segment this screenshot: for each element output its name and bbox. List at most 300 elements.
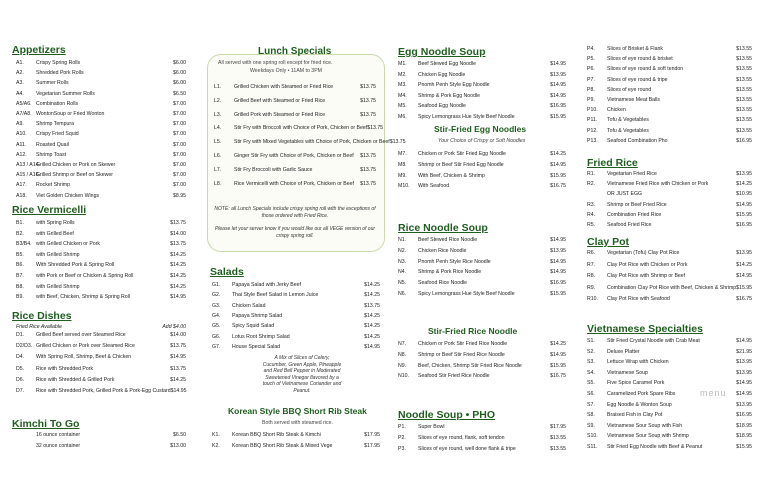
item-name: with Beef, Chicken, Shrimp & Spring Roll: [36, 294, 130, 301]
item-name: 16 ounce container: [36, 432, 81, 438]
menu-item: [398, 291, 566, 297]
item-code: A5/A6.: [16, 100, 32, 107]
rice-noodle-title: Rice Noodle Soup: [398, 222, 488, 234]
item-price: $15.95: [736, 284, 753, 291]
item-code: A13 / A14.: [16, 162, 40, 168]
item-name: WontonSoup or Fried Wonton: [36, 111, 105, 117]
stir-rice-title: Stir-Fried Rice Noodle: [428, 326, 518, 336]
item-code: S7.: [587, 401, 595, 408]
item-price: $16.95: [550, 103, 566, 110]
item-price: $14.95: [736, 338, 752, 344]
menu-item: [398, 446, 566, 452]
fried-rice-note-left: Fried Rice Available: [16, 324, 62, 330]
item-price: $13.55: [736, 117, 752, 124]
item-price: $14.25: [364, 312, 380, 319]
item-code: P8.: [587, 86, 595, 93]
item-code: N2.: [398, 247, 407, 254]
lunch-title: Lunch Specials: [258, 46, 332, 57]
item-name: Braised Fish in Clay Pot: [607, 412, 663, 419]
item-price: $21.95: [736, 348, 752, 355]
menu-item: [16, 80, 186, 86]
item-code: M8.: [398, 161, 407, 168]
menu-item: [16, 432, 186, 438]
menu-item: [587, 107, 752, 113]
item-code: S5.: [587, 380, 595, 387]
item-code: L5.: [214, 139, 222, 146]
menu-item: [398, 248, 566, 254]
menu-item: [214, 125, 384, 132]
item-code: L8.: [214, 180, 222, 187]
menu-item: [587, 273, 752, 279]
item-name: Beef Stewed Egg Noodle: [418, 61, 476, 67]
item-price: $13.75: [389, 139, 406, 146]
item-price: $14.95: [550, 269, 566, 276]
item-code: G5.: [212, 323, 221, 330]
menu-item: [398, 424, 566, 430]
item-name: Slices of eye round: [607, 86, 652, 93]
menu-item: [16, 142, 186, 148]
item-code: M5.: [398, 103, 407, 110]
item-code: L2.: [214, 97, 222, 104]
item-code: A7/A8.: [16, 111, 32, 117]
menu-item: [398, 341, 566, 347]
item-name: with Grilled Beef: [36, 230, 74, 237]
item-code: M9.: [398, 172, 407, 179]
menu-item: [16, 294, 186, 300]
item-code: R6.: [587, 250, 596, 256]
item-code: P2.: [398, 434, 406, 441]
item-name: Rice with Shredded Pork, Grilled Pork & Pork-Egg Custard: [36, 388, 171, 394]
item-price: $13.75: [360, 111, 376, 118]
menu-item: [587, 423, 752, 429]
menu-item: [16, 366, 186, 372]
menu-item: [398, 93, 566, 99]
item-price: $13.75: [170, 365, 186, 372]
item-price: $15.95: [736, 444, 752, 450]
item-name: Spicy Lemongrass Hue Style Beef Noodle: [418, 291, 515, 297]
item-price: $14.25: [736, 261, 752, 268]
menu-item: [16, 377, 186, 383]
item-code: P6.: [587, 66, 595, 73]
item-name: OR JUST EGG: [607, 191, 643, 198]
fried-rice-note: [16, 324, 186, 330]
item-name: With Seafood: [418, 183, 450, 190]
menu-item: [587, 97, 752, 103]
item-price: $14.25: [736, 181, 752, 188]
menu-item: [398, 269, 566, 275]
item-code: A9.: [16, 121, 24, 128]
item-name: Seafood Egg Noodle: [418, 103, 466, 110]
item-code: B6.: [16, 262, 24, 269]
item-code: M7.: [398, 151, 407, 157]
item-code: G6.: [212, 333, 221, 340]
item-code: S4.: [587, 369, 595, 376]
item-name: Pnomh Penh Style Egg Noodle: [418, 82, 490, 89]
item-name: With Shredded Pork & Spring Roll: [36, 262, 115, 269]
item-code: L7.: [214, 166, 222, 173]
menu-item: [212, 313, 380, 319]
menu-item: [16, 182, 186, 188]
item-price: $13.75: [367, 125, 384, 132]
menu-item: [214, 84, 376, 90]
menu-item: [16, 262, 186, 268]
pho-title: Noodle Soup • PHO: [398, 409, 496, 421]
menu-item: [16, 354, 186, 360]
item-name: Grilled Shrimp or Beef on Skewer: [36, 172, 113, 179]
item-code: L3.: [214, 111, 222, 118]
menu-item: [587, 222, 752, 228]
item-code: [587, 191, 607, 197]
rice-dishes-title: Rice Dishes: [12, 310, 72, 322]
item-code: A2.: [16, 70, 24, 77]
menu-item: [16, 241, 186, 247]
item-price: $14.25: [364, 323, 380, 330]
item-price: $14.95: [550, 237, 566, 243]
item-name: Super Bowl: [418, 424, 445, 430]
item-name: Seafood Fried Rice: [607, 222, 652, 228]
menu-item: [214, 98, 376, 104]
item-name: with Grilled Chicken or Pork: [36, 241, 101, 248]
item-price: $13.75: [360, 166, 376, 173]
menu-item: [16, 101, 186, 107]
item-code: G2.: [212, 292, 221, 299]
item-name: with Spring Rolls: [36, 220, 75, 226]
stir-egg-title: Stir-Fried Egg Noodles: [434, 124, 527, 134]
item-price: $17.95: [364, 442, 380, 449]
item-price: $14.25: [170, 283, 186, 290]
menu-item: [16, 220, 186, 226]
rice-vermicelli-title: Rice Vermicelli: [12, 204, 87, 216]
item-price: $13.75: [170, 241, 186, 248]
item-price: $13.55: [736, 97, 752, 103]
item-code: P13.: [587, 137, 598, 144]
item-price: $13.95: [736, 359, 752, 366]
item-name: Combination Fried Rice: [607, 211, 662, 218]
menu-item: [398, 373, 566, 379]
item-name: Deluxe Platter: [607, 348, 640, 355]
item-name: Korean BBQ Short Rib Steak & Kimchi: [232, 432, 321, 438]
item-price: $13.55: [736, 127, 752, 134]
menu-item: [587, 171, 752, 177]
item-price: $13.55: [736, 76, 752, 83]
item-code: M4.: [398, 92, 407, 99]
lunch-note2: Please let your server know if you would like our all VEGE version of our crispy spring roll.: [214, 226, 376, 239]
item-price: $16.95: [736, 137, 752, 144]
item-name: with Grilled Shrimp: [36, 251, 80, 258]
item-name: Shrimp Toast: [36, 151, 67, 158]
menu-item: [587, 433, 752, 439]
item-price: $13.95: [550, 71, 566, 78]
item-name: Spicy Lemongrass Hue Style Beef Noodle: [418, 114, 515, 120]
item-code: B9.: [16, 294, 24, 301]
menu-item: [587, 202, 752, 208]
item-price: $15.95: [550, 172, 566, 179]
item-name: Clay Pot Rice with Shrimp or Beef: [607, 273, 686, 279]
menu-item: [587, 391, 752, 397]
item-name: Shrimp & Pork Egg Noodle: [418, 92, 480, 99]
item-name: Grilled Chicken or Pork over Steamed Rice: [36, 343, 135, 350]
item-code: A10.: [16, 131, 27, 138]
item-name: Five Spice Caramel Pork: [607, 380, 665, 387]
item-name: Summer Rolls: [36, 80, 69, 87]
item-name: Clay Pot Rice with Chicken or Pork: [607, 261, 688, 268]
menu-item: [587, 250, 752, 256]
item-name: Grilled Pork with Steamed or Fried Rice: [234, 111, 326, 118]
item-price: $13.95: [736, 171, 752, 177]
item-code: P5.: [587, 56, 595, 63]
menu-item: [398, 280, 566, 286]
menu-item: [398, 183, 566, 189]
item-name: Caramelized Pork Spare Ribs: [607, 391, 676, 397]
item-code: A12.: [16, 151, 27, 158]
item-name: Vegetarian (Tofu) Clay Pot Rice: [607, 250, 680, 256]
menu-item: [587, 402, 752, 408]
lunch-note1: NOTE: all Lunch Specials include crispy spring roll with the exceptions of those ordered with Fried Rice.: [214, 206, 376, 219]
item-name: Slices of Brisket & Flank: [607, 46, 663, 52]
clay-pot-title: Clay Pot: [587, 236, 630, 248]
lunch-sub2: Weekdays Only • 11AM to 3PM: [250, 68, 322, 74]
salad-desc: A Mix of Slices of Celery, Cucumber, Green Apple, Pineapple and Red Bell Pepper in Moderated Sweetened Vinegar flavored by a touch of Vietnamese Coriander and Peanut.: [262, 355, 342, 394]
menu-item: [16, 152, 186, 158]
menu-item: [587, 296, 752, 302]
menu-item: [398, 103, 566, 109]
item-name: Vegetarian Fried Rice: [607, 171, 657, 177]
item-code: R1.: [587, 171, 596, 177]
item-code: K1.: [212, 432, 220, 438]
menu-item: [16, 252, 186, 258]
item-code: N7.: [398, 341, 407, 347]
menu-item: [398, 259, 566, 265]
menu-item: [212, 334, 380, 340]
item-name: Combination Rolls: [36, 100, 79, 107]
item-price: $14.95: [736, 391, 752, 397]
item-code: R3.: [587, 201, 596, 208]
item-code: N9.: [398, 362, 407, 369]
item-name: Shrimp or Beef Stir Fried Rice Noodle: [418, 351, 505, 358]
item-code: P9.: [587, 97, 595, 103]
item-code: A15 / A16.: [16, 172, 40, 179]
item-code: L6.: [214, 153, 222, 159]
item-price: $13.00: [170, 442, 186, 449]
fried-rice-title: Fried Rice: [587, 157, 638, 169]
item-code: S3.: [587, 359, 595, 366]
item-code: A4.: [16, 90, 24, 97]
menu-item: [587, 212, 752, 218]
item-name: Slices of eye round & tripe: [607, 76, 668, 83]
item-price: $7.00: [173, 162, 186, 168]
item-code: S9.: [587, 422, 595, 429]
item-code: G4.: [212, 312, 221, 319]
item-name: With Beef, Chicken & Shrimp: [418, 172, 485, 179]
item-code: P10.: [587, 107, 598, 114]
item-name: Spicy Squid Salad: [232, 323, 275, 330]
item-name: Grilled Beef with Steamed or Fried Rice: [234, 97, 326, 104]
item-price: $13.55: [550, 445, 566, 452]
item-name: Beef, Chicken, Shrimp Stir Fried Rice Noodle: [418, 362, 522, 369]
item-name: Roasted Quail: [36, 141, 69, 148]
menu-item: [587, 349, 752, 355]
menu-item: [214, 139, 406, 146]
item-price: $13.75: [360, 180, 376, 187]
item-code: D5.: [16, 365, 25, 372]
item-price: $6.00: [173, 70, 186, 77]
item-code: P4.: [587, 46, 595, 52]
menu-item: [16, 60, 186, 66]
item-code: D1.: [16, 332, 25, 338]
item-code: M10.: [398, 183, 410, 190]
item-name: Chicken or Pork Stir Fried Rice Noodle: [418, 341, 508, 347]
menu-item: [398, 173, 566, 179]
item-name: Rice Vermicelli with Choice of Pork, Chicken or Beef: [234, 180, 354, 187]
menu-item: [16, 121, 186, 127]
item-price: $13.75: [360, 97, 376, 104]
menu-item: [398, 82, 566, 88]
item-name: Rocket Shrimp: [36, 182, 71, 189]
item-code: A18.: [16, 192, 27, 199]
item-code: G1.: [212, 282, 221, 288]
item-code: N3.: [398, 258, 407, 265]
item-code: L1.: [214, 84, 222, 90]
menu-item: [16, 131, 186, 137]
item-code: D2/D3.: [16, 343, 33, 350]
item-code: B8.: [16, 283, 24, 290]
item-price: $14.00: [170, 230, 186, 237]
item-name: Lotus Root Shrimp Salad: [232, 333, 290, 340]
menu-item: [212, 303, 380, 309]
item-price: $7.00: [173, 151, 186, 158]
item-price: $14.25: [550, 151, 566, 157]
item-name: Beef Stewed Rice Noodle: [418, 237, 478, 243]
item-name: With Spring Roll, Shrimp, Beef & Chicken: [36, 354, 132, 361]
item-name: Vietnamese Fried Rice with Chicken or Pork: [607, 181, 709, 188]
item-price: $14.95: [736, 380, 752, 387]
korean-title: Korean Style BBQ Short Rib Steak: [228, 406, 367, 416]
item-code: S1.: [587, 338, 595, 344]
item-code: S8.: [587, 412, 595, 419]
item-price: $14.95: [550, 61, 566, 67]
fried-rice-note-right: Add $4.00: [162, 324, 186, 330]
item-name: Combination Clay Pot Rice with Beef, Chicken & Shrimp: [607, 284, 737, 291]
item-code: D7.: [16, 388, 25, 394]
watermark: menu: [700, 388, 727, 398]
item-name: Vegetarian Summer Rolls: [36, 90, 95, 97]
item-price: $7.00: [173, 100, 186, 107]
item-name: Papaya Shrimp Salad: [232, 312, 283, 319]
egg-noodle-title: Egg Noodle Soup: [398, 46, 486, 58]
item-price: $15.95: [550, 362, 566, 369]
menu-item: [212, 323, 380, 329]
item-name: Thai Style Beef Salad in Lemon Juice: [232, 292, 319, 299]
item-code: S10.: [587, 433, 598, 440]
item-price: $14.25: [550, 341, 566, 347]
item-price: $13.55: [736, 46, 752, 52]
item-price: $6.00: [173, 80, 186, 87]
item-name: Shredded Pork Rolls: [36, 70, 84, 77]
item-code: A17.: [16, 182, 27, 189]
item-price: $13.55: [550, 434, 566, 441]
item-price: $13.95: [550, 247, 566, 254]
item-name: 32 ounce container: [36, 442, 81, 449]
item-code: N5.: [398, 280, 407, 287]
item-code: D4.: [16, 354, 25, 361]
menu-item: [587, 262, 752, 268]
item-price: $14.95: [550, 92, 566, 99]
menu-item: [16, 70, 186, 76]
menu-item: [587, 380, 752, 386]
item-code: N10.: [398, 373, 409, 380]
item-name: Stir Fried Crystal Noodle with Crab Meat: [607, 338, 700, 344]
item-price: $14.95: [550, 258, 566, 265]
item-name: Slices of eye round & brisket: [607, 56, 673, 63]
menu-item: [212, 344, 380, 350]
item-code: P3.: [398, 445, 406, 452]
item-name: Grilled Chicken with Steamed or Fried Rice: [234, 84, 334, 90]
item-name: Chicken or Pork Stir Fried Egg Noodle: [418, 151, 506, 157]
item-name: Shrimp or Beef Fried Rice: [607, 201, 667, 208]
menu-item: [398, 237, 566, 243]
item-code: R4.: [587, 211, 596, 218]
item-code: G3.: [212, 302, 221, 309]
menu-item: [587, 66, 752, 72]
item-price: $13.95: [736, 401, 752, 408]
menu-item: [587, 87, 752, 93]
menu-item: [214, 181, 376, 187]
item-code: K2.: [212, 442, 220, 449]
item-name: Seafood Combination Pho: [607, 137, 668, 144]
item-price: $7.00: [173, 141, 186, 148]
item-name: Chicken Rice Noodle: [418, 247, 467, 254]
item-name: Grilled Chicken or Pork on Skewer: [36, 162, 116, 168]
item-price: $13.55: [736, 86, 752, 93]
item-price: $14.25: [364, 292, 380, 299]
item-code: M6.: [398, 114, 407, 120]
menu-item: [398, 435, 566, 441]
item-code: M2.: [398, 71, 407, 78]
item-price: $13.55: [736, 56, 752, 63]
menu-item: [398, 162, 566, 168]
menu-item: [398, 151, 566, 157]
menu-item: [587, 46, 752, 52]
menu-item: [16, 388, 186, 394]
item-price: $14.00: [170, 332, 186, 338]
menu-item: [587, 285, 752, 291]
item-code: G7.: [212, 343, 221, 350]
item-price: $14.25: [364, 333, 380, 340]
item-price: $14.25: [170, 262, 186, 269]
item-code: S2.: [587, 348, 595, 355]
item-price: $13.55: [736, 107, 752, 114]
item-name: Chicken: [607, 107, 626, 114]
item-code: N4.: [398, 269, 407, 276]
item-name: House Special Salad: [232, 343, 281, 350]
item-code: [16, 443, 36, 449]
item-price: $13.75: [170, 343, 186, 350]
item-code: S11.: [587, 444, 598, 450]
item-name: Vietnamese Meat Balls: [607, 97, 660, 103]
item-code: B7.: [16, 273, 24, 279]
item-price: $7.00: [173, 121, 186, 128]
item-name: Slices of eye round, well done flank & tripe: [418, 445, 516, 452]
menu-item: [16, 443, 186, 449]
item-name: Pnomh Penh Style Rice Noodle: [418, 258, 491, 265]
item-name: Stir Fry with Broccoli with Choice of Pork, Chicken or Beef: [234, 125, 368, 132]
item-price: $17.95: [550, 424, 566, 430]
menu-item: [398, 61, 566, 67]
item-price: $14.95: [550, 82, 566, 89]
item-price: $16.95: [736, 412, 752, 419]
item-price: $14.95: [550, 161, 566, 168]
item-code: P12.: [587, 127, 598, 134]
